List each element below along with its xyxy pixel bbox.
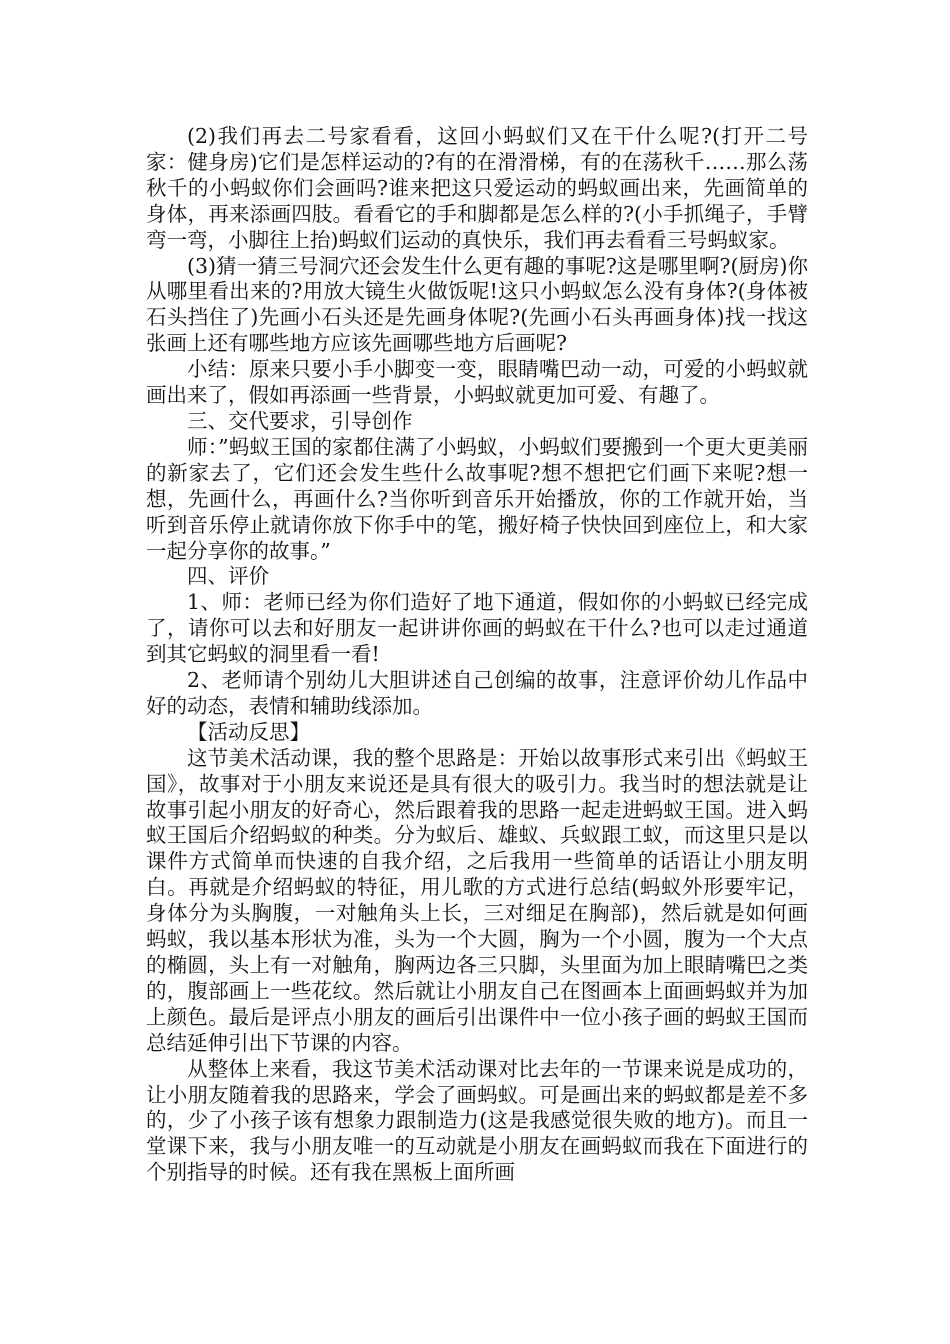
document-body — [146, 124, 808, 1186]
paragraph-summary: 小结：原来只要小手小脚变一变，眼睛嘴巴动一动，可爱的小蚂蚁就画出来了，假如再添画一些背景，小蚂蚁就更加可爱、有趣了。 — [146, 357, 808, 408]
paragraph-reflection-1: 这节美术活动课，我的整个思路是：开始以故事形式来引出《蚂蚁王国》，故事对于小朋友来说还是具有很大的吸引力。我当时的想法就是让故事引起小朋友的好奇心，然后跟着我的思路一起走进蚂蚁王国。进入蚂蚁王国后介绍蚂蚁的种类。分为蚁后、雄蚁、兵蚁跟工蚁，而这里只是以课件方式简单而快速的自我介绍，之后我用一些简单的话语让小朋友明白。再就是介绍蚂蚁的特征，用儿歌的方式进行总结(蚂蚁外形要牢记，身体分为头胸腹，一对触角头上长，三对细足在胸部)，然后就是如何画蚂蚁，我以基本形状为准，头为一个大圆，胸为一个小圆，腹为一个大点的椭圆，头上有一对触角，胸两边各三只脚，头里面为加上眼睛嘴巴之类的，腹部画上一些花纹。然后就让小朋友自己在图画本上面画蚂蚁并为加上颜色。最后是评点小朋友的画后引出课件中一位小孩子画的蚂蚁王国而总结延伸引出下节课的内容。 — [146, 745, 808, 1055]
section-heading-3: 三、交代要求，引导创作 — [187, 408, 413, 433]
paragraph-teacher-instructions: 师：”蚂蚁王国的家都住满了小蚂蚁，小蚂蚁们要搬到一个更大更美丽的新家去了，它们还会发生些什么故事呢?想不想把它们画下来呢?想一想，先画什么，再画什么?当你听到音乐开始播放，你的工作就开始，当听到音乐停止就请你放下你手中的笔，搬好椅子快快回到座位上，和大家一起分享你的故事。” — [146, 434, 808, 563]
paragraph-activity-3: (3)猜一猜三号洞穴还会发生什么更有趣的事呢?这是哪里啊?(厨房)你从哪里看出来的?用放大镜生火做饭呢!这只小蚂蚁怎么没有身体?(身体被石头挡住了)先画小石头还是先画身体呢?(先画小石头再画身体)找一找这张画上还有哪些地方应该先画哪些地方后画呢? — [146, 253, 808, 356]
section-heading-reflection: 【活动反思】 — [187, 719, 310, 744]
paragraph-reflection-2: 从整体上来看，我这节美术活动课对比去年的一节课来说是成功的，让小朋友随着我的思路来，学会了画蚂蚁。可是画出来的蚂蚁都是差不多的，少了小孩子该有想象力跟制造力(这是我感觉很失败的地方)。而且一堂课下来，我与小朋友唯一的互动就是小朋友在画蚂蚁而我在下面进行的个别指导的时候。还有我在黑板上面所画 — [146, 1056, 808, 1185]
paragraph-evaluation-1: 1、师：老师已经为你们造好了地下通道，假如你的小蚂蚁已经完成了，请你可以去和好朋友一起讲讲你画的蚂蚁在干什么?也可以走过通道到其它蚂蚁的洞里看一看! — [146, 590, 808, 667]
paragraph-evaluation-2: 2、老师请个别幼儿大胆讲述自己创编的故事，注意评价幼儿作品中好的动态，表情和辅助线添加。 — [146, 668, 808, 718]
paragraph-activity-2: (2)我们再去二号家看看，这回小蚂蚁们又在干什么呢?(打开二号家：健身房)它们是怎样运动的?有的在滑滑梯，有的在荡秋千……那么荡秋千的小蚂蚁你们会画吗?谁来把这只爱运动的蚂蚁画出来，先画简单的身体，再来添画四肢。看看它的手和脚都是怎么样的?(小手抓绳子，手臂弯一弯，小脚往上抬)蚂蚁们运动的真快乐，我们再去看看三号蚂蚁家。 — [146, 124, 808, 252]
section-heading-4: 四、评价 — [187, 564, 269, 589]
